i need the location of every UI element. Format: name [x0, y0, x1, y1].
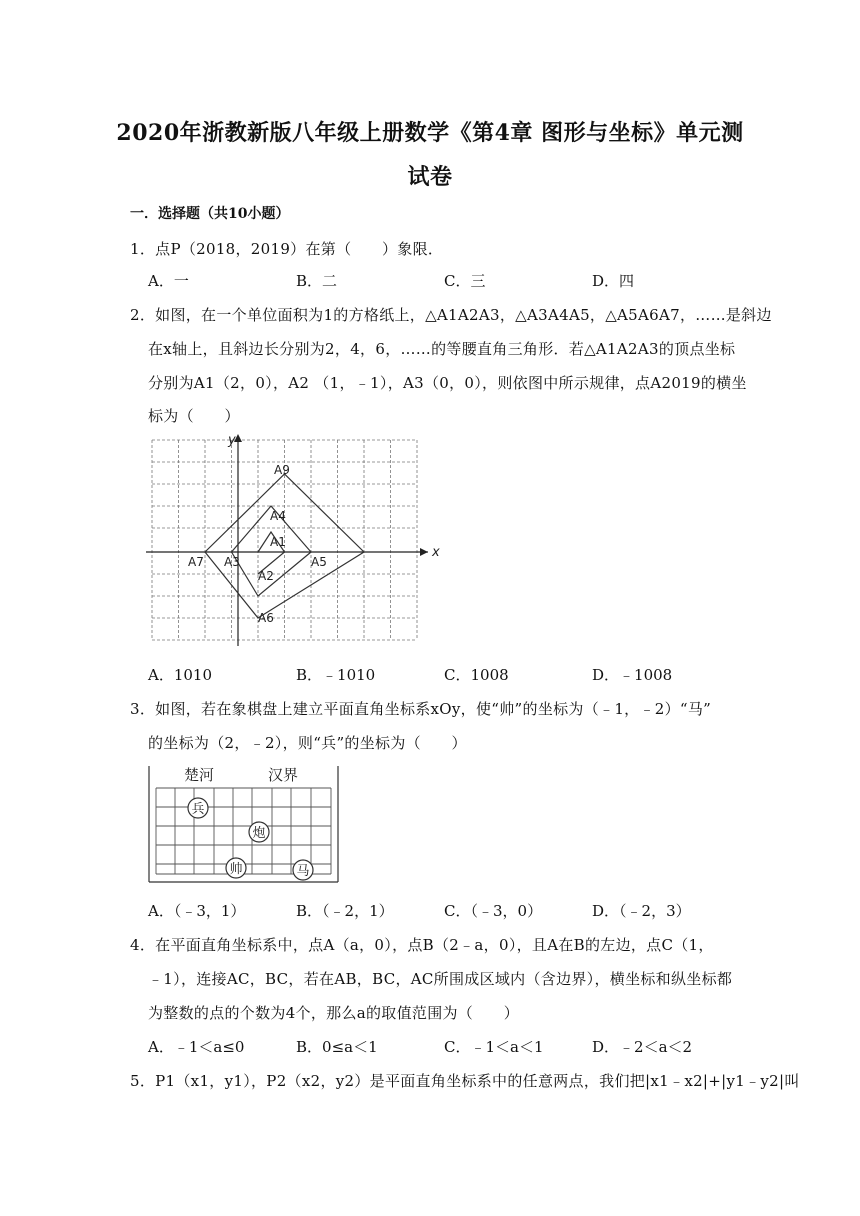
q3-chess-board [146, 762, 342, 887]
q3-option-c: C．（﹣3，0） [444, 902, 543, 920]
x-axis-label: x [432, 545, 440, 560]
q2-figure [146, 432, 446, 651]
q3-stem-line2: 的坐标为（2，﹣2），则“兵”的坐标为（ ） [148, 734, 467, 752]
q4-stem-line2: ﹣1），连接AC，BC，若在AB，BC，AC所围成区域内（含边界），横坐标和纵坐标都 [148, 970, 733, 988]
q2-stem-line2: 在x轴上，且斜边长分别为2，4，6，……的等腰直角三角形．若△A1A2A3的顶点坐标 [148, 340, 736, 358]
q1-option-c: C．三 [444, 272, 486, 290]
q1-option-a: A．一 [148, 272, 189, 290]
q2-option-b: B．﹣1010 [296, 666, 376, 684]
q3-option-a: A．（﹣3，1） [148, 902, 246, 920]
q1-option-d: D．四 [592, 272, 635, 290]
river-right-label: 汉界 [268, 766, 299, 784]
q5-stem-line1: 5．P1（x1，y1），P2（x2，y2）是平面直角坐标系中的任意两点，我们把|x1﹣x2|+|y1﹣y2|叫 [130, 1072, 800, 1090]
q3-figure [146, 762, 342, 891]
q1-stem: 1．点P（2018，2019）在第（ ）象限． [130, 240, 444, 258]
q2-option-a: A．1010 [148, 666, 213, 684]
q4-option-d: D．﹣2＜a＜2 [592, 1038, 693, 1056]
document-title-line2: 试卷 [407, 164, 453, 190]
q2-coordinate-grid [146, 432, 446, 647]
q4-option-c: C．﹣1＜a＜1 [444, 1038, 544, 1056]
q4-stem-line3: 为整数的点的个数为4个，那么a的取值范围为（ ） [148, 1004, 519, 1022]
q3-option-d: D．（﹣2，3） [592, 902, 691, 920]
label-a5: A5 [311, 555, 327, 569]
label-a3: A3 [224, 555, 240, 569]
q2-option-d: D．﹣1008 [592, 666, 673, 684]
q2-options [148, 664, 748, 684]
q4-stem-line1: 4．在平面直角坐标系中，点A（a，0），点B（2﹣a，0），且A在B的左边，点C（1， [130, 936, 714, 954]
q4-options [148, 1036, 748, 1056]
label-a1: A1 [270, 535, 286, 549]
q3-option-b: B．（﹣2，1） [296, 902, 394, 920]
label-a2: A2 [258, 569, 274, 583]
q2-stem-line4: 标为（ ） [148, 407, 240, 425]
q2-stem-line1: 2．如图，在一个单位面积为1的方格纸上，△A1A2A3，△A3A4A5，△A5A6A7，……是斜边 [130, 306, 772, 324]
q4-option-b: B．0≤a＜1 [296, 1038, 378, 1056]
piece-bing: 兵 [191, 802, 205, 817]
label-a4: A4 [270, 509, 286, 523]
document-title-line1: 2020年浙教新版八年级上册数学《第4章 图形与坐标》单元测 [116, 120, 744, 146]
river-left-label: 楚河 [184, 766, 215, 784]
q3-options [148, 900, 748, 920]
y-axis-label: y [228, 433, 236, 448]
piece-shuai: 帅 [229, 862, 243, 877]
label-a9: A9 [274, 463, 290, 477]
q2-stem-line3: 分别为A1（2，0），A2 （1，﹣1），A3（0，0），则依图中所示规律，点A2019的横坐 [148, 374, 747, 392]
piece-pao: 炮 [252, 826, 266, 841]
label-a6: A6 [258, 611, 274, 625]
q3-stem-line1: 3．如图，若在象棋盘上建立平面直角坐标系xOy，使“帅”的坐标为（﹣1，﹣2）“马” [130, 700, 712, 718]
piece-ma: 马 [296, 864, 310, 879]
q2-option-c: C．1008 [444, 666, 509, 684]
q1-options [148, 270, 748, 290]
q1-option-b: B．二 [296, 272, 338, 290]
label-a7: A7 [188, 555, 204, 569]
q4-option-a: A．﹣1＜a≤0 [148, 1038, 245, 1056]
section-heading: 一．选择题（共10小题） [130, 206, 290, 222]
